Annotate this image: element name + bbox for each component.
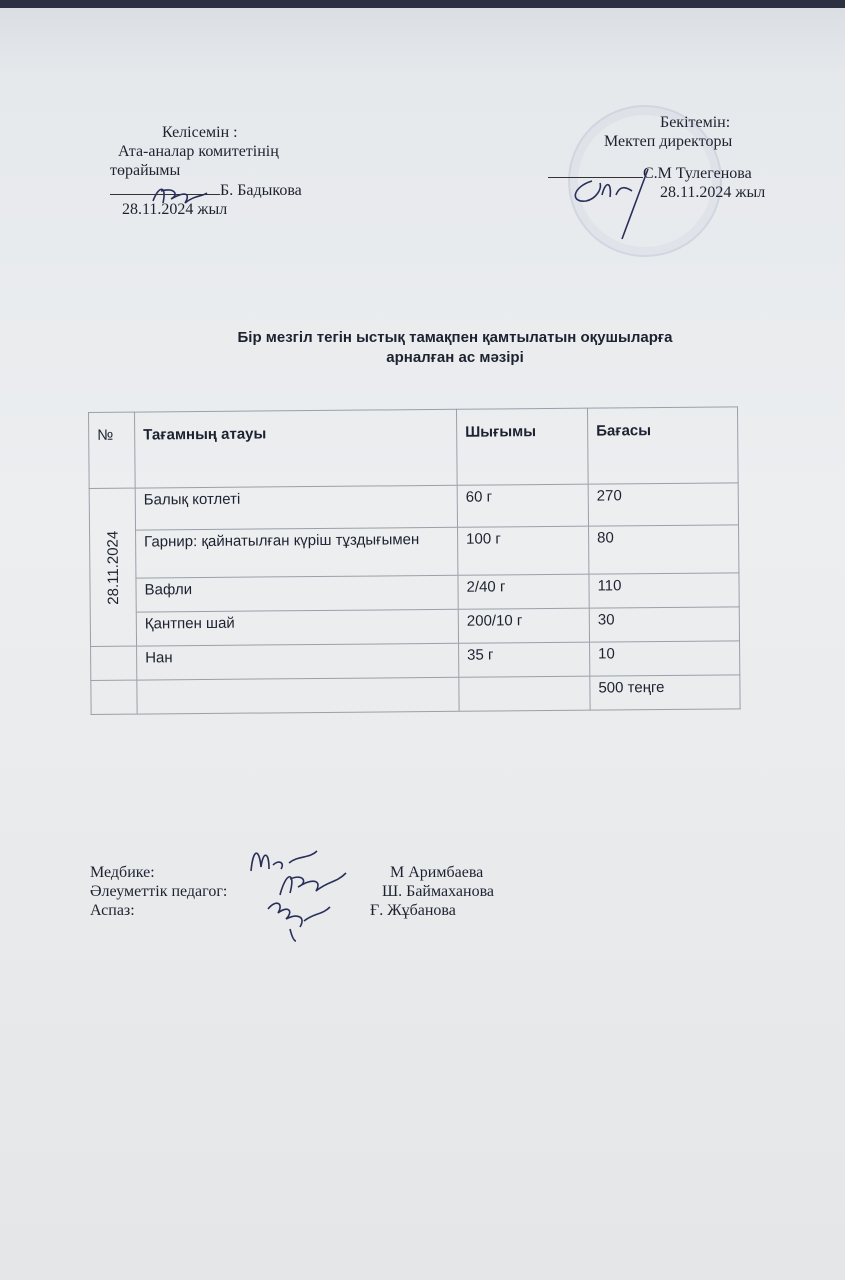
menu-table [88, 406, 741, 715]
dish-yield: 100 г [458, 526, 589, 575]
approval-left [110, 123, 370, 219]
signatory-name: М Аримбаева [390, 864, 484, 881]
dish-name: Нан [137, 643, 459, 680]
dish-price: 10 [590, 641, 740, 676]
approval-left-heading: Келісемін : [162, 124, 238, 141]
approval-right [548, 113, 808, 202]
signatory-name: Ғ. Жұбанова [370, 902, 456, 919]
signatory-role: Аспаз: [90, 902, 135, 919]
signature-cook-icon [260, 893, 340, 943]
approval-right-name: С.М Тулегенова [643, 165, 752, 182]
table-header-row [89, 407, 739, 489]
header-num: № [89, 412, 136, 488]
date-cell [89, 488, 136, 646]
approval-left-name: Б. Бадыкова [220, 182, 302, 199]
approval-left-role-line1: Ата-аналар комитетінің [118, 143, 279, 160]
signatory-name: Ш. Баймаханова [382, 883, 495, 900]
document-title [140, 328, 770, 368]
empty-cell [137, 677, 459, 714]
dish-price: 270 [588, 483, 738, 526]
total-price: 500 теңге [590, 675, 740, 710]
document-title-line2: арналған ас мәзірі [386, 349, 524, 366]
dish-name: Қантпен шай [136, 609, 458, 646]
approval-right-date: 28.11.2024 жыл [660, 184, 766, 201]
dish-price: 110 [589, 573, 739, 608]
dish-yield: 2/40 г [458, 574, 589, 609]
table-row [90, 607, 739, 647]
total-row [91, 675, 740, 715]
signatory-role: Әлеуметтік педагог: [90, 883, 228, 900]
header-price: Бағасы [587, 407, 738, 484]
dish-name: Вафли [136, 575, 458, 612]
approval-right-role: Мектеп директоры [604, 133, 733, 150]
dish-yield: 200/10 г [458, 608, 589, 643]
dish-yield: 35 г [459, 642, 590, 677]
dish-yield: 60 г [457, 484, 588, 527]
table-row [90, 525, 739, 579]
dish-name: Балық котлеті [135, 485, 457, 530]
table-row [89, 483, 738, 531]
approval-left-role-line2: төрайымы [110, 162, 181, 179]
approval-left-date: 28.11.2024 жыл [122, 201, 228, 218]
header-name: Тағамның атауы [135, 409, 458, 488]
dish-name: Гарнир: қайнатылған күріш тұздығымен [136, 527, 458, 578]
table-row [90, 573, 739, 613]
empty-cell [459, 676, 590, 711]
dish-price: 30 [589, 607, 739, 642]
document-title-line1: Бір мезгіл тегін ыстық тамақпен қамтылатын оқушыларға [237, 329, 673, 346]
signature-right-icon [562, 161, 672, 241]
dish-price: 80 [589, 525, 739, 574]
empty-cell [91, 680, 137, 714]
signature-left-icon [145, 181, 225, 211]
approval-right-heading: Бекітемін: [660, 114, 731, 131]
header-yield: Шығымы [456, 408, 588, 485]
empty-cell [91, 646, 137, 680]
signatory-role: Медбике: [90, 864, 155, 881]
photo-top-edge [0, 0, 845, 8]
table-row [91, 641, 740, 681]
menu-date: 28.11.2024 [104, 530, 122, 605]
signatories [90, 863, 550, 920]
